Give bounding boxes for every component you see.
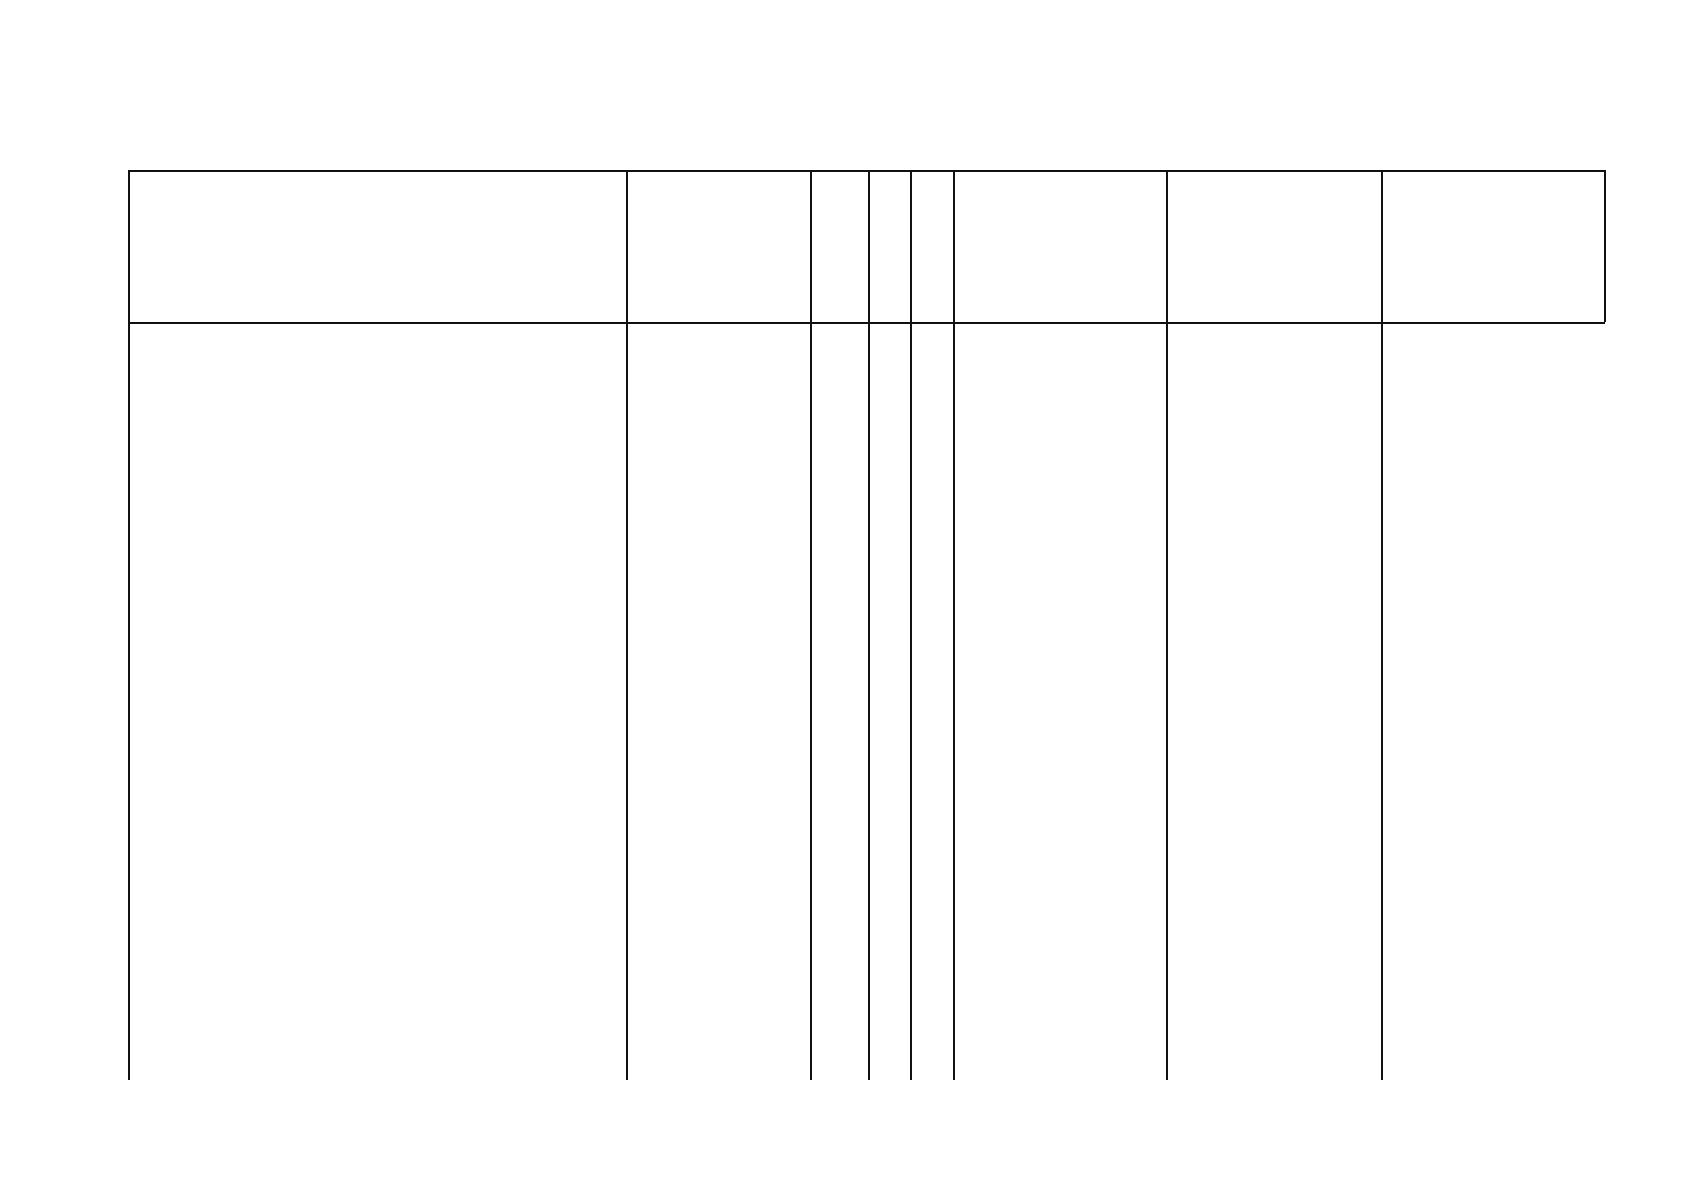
- header-expense-group: [810, 170, 868, 322]
- header-year-2026: [1381, 170, 1604, 322]
- header-section: [868, 170, 910, 322]
- header-year-2024: [953, 170, 1166, 322]
- header-target-article: [626, 170, 810, 322]
- header-subsection: [910, 170, 953, 322]
- budget-table: [128, 170, 1605, 1080]
- header-year-2025: [1166, 170, 1381, 322]
- header-bottom-line: [128, 322, 1605, 324]
- header-name: [128, 170, 626, 322]
- table-border-right: [1604, 170, 1606, 322]
